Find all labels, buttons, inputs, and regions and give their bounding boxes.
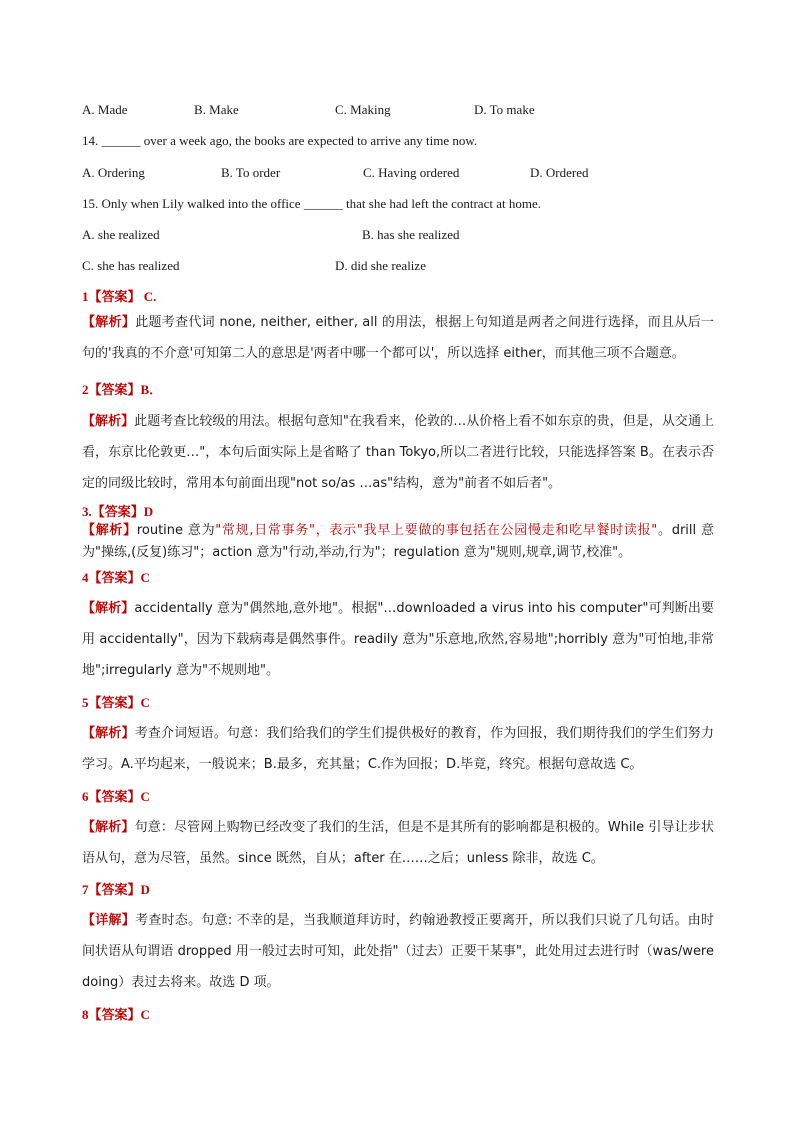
answer-6-head: 6【答案】C — [82, 789, 150, 804]
q13-option-b: B. Make — [194, 102, 239, 117]
answer-4-explanation — [82, 593, 714, 686]
answer-5-head: 5【答案】C — [82, 695, 150, 710]
q13-option-a: A. Made — [82, 102, 128, 117]
answer-7-explanation — [82, 905, 714, 998]
q14-option-c: C. Having ordered — [363, 165, 460, 180]
answer-5-text: 考查介词短语。句意：我们给我们的学生们提供极好的教育，作为回报，我们期待我们的学生们努力学习。A.平均起来，一般说来；B.最多，充其量；C.作为回报；D.毕竟，终究。根据句意故选 C。 — [82, 726, 714, 772]
answer-6-text: 句意：尽管网上购物已经改变了我们的生活，但是不是其所有的影响都是积极的。While 引导让步状语从句，意为尽管，虽然。since 既然，自从；after 在……之后；unless 除非，故选 C。 — [82, 820, 714, 866]
answer-4-head: 4【答案】C — [82, 570, 150, 585]
answer-7-label: 【详解】 — [82, 913, 136, 928]
answer-1-head: 1【答案】 C. — [82, 289, 157, 304]
answer-1-label: 【解析】 — [82, 315, 136, 330]
answer-2-head: 2【答案】B． — [82, 382, 163, 397]
answer-1-text: 此题考查代词 none, neither, either, all 的用法，根据上句知道是两者之间进行选择，而且从后一句的'我真的不介意'可知第二人的意思是'两者中哪一个都可以'，所以选择 either，而其他三项不合题意。 — [82, 315, 714, 361]
q15-option-c: C. she has realized — [82, 258, 180, 273]
q14-stem: 14. ______ over a week ago, the books are expected to arrive any time now. — [82, 133, 478, 148]
q14-option-b: B. To order — [221, 165, 281, 180]
answer-5-label: 【解析】 — [82, 726, 135, 741]
answer-6-label: 【解析】 — [82, 820, 135, 835]
answer-3-text-a: routine 意为 — [136, 523, 216, 538]
answer-7-text: 考查时态。句意: 不幸的是，当我顺道拜访时，约翰逊教授正要离开，所以我们只说了几句话。由时间状语从句谓语 dropped 用一般过去时可知，此处指"（过去）正要干某事"，此处用过去进行时（was/were doing）表过去将来。故选 D 项。 — [82, 913, 714, 990]
answer-2-explanation — [82, 406, 714, 499]
q15-option-d: D. did she realize — [335, 258, 426, 273]
q14-option-d: D. Ordered — [530, 165, 589, 180]
answer-7-head: 7【答案】D — [82, 882, 150, 897]
answer-2-label: 【解析】 — [82, 414, 135, 429]
answer-3-explanation — [82, 520, 714, 564]
q15-option-a: A. she realized — [82, 227, 160, 242]
answer-3-head: 3.【答案】D — [82, 504, 154, 519]
q15-option-b: B. has she realized — [362, 227, 460, 242]
answer-1-explanation — [82, 307, 714, 369]
answer-3-text-b: 。drill 意为"操练,(反复)练习"；action 意为"行动,举动,行为"；regulation 意为"规则,规章,调节,校准"。 — [82, 523, 714, 560]
answer-2-text: 此题考查比较级的用法。根据句意知"在我看来，伦敦的…从价格上看不如东京的贵，但是，从交通上看，东京比伦敦更…"，本句后面实际上是省略了 than Tokyo,所以二者进行比较，只能选择答案 B。在表示否定的同级比较时，常用本句前面出现"not so/as …as"结构，意为"前者不如后者"。 — [82, 414, 714, 491]
answer-8-head: 8【答案】C — [82, 1007, 150, 1022]
answer-5-explanation — [82, 718, 714, 780]
answer-3-label: 【解析】 — [82, 523, 137, 538]
answer-4-text: accidentally 意为"偶然地,意外地"。根据"…downloaded a virus into his computer"可判断出要用 accidentally"，因为下载病毒是偶然事件。readily 意为"乐意地,欣然,容易地";horribly 意为"可怕地,非常地";irregularly 意为"不规则地"。 — [82, 601, 714, 678]
answer-3-text-red: "常规,日常事务"，表示"我早上要做的事包括在公园慢走和吃早餐时读报" — [215, 523, 658, 538]
q13-option-d: D. To make — [474, 102, 535, 117]
q15-stem: 15. Only when Lily walked into the office ______ that she had left the contract at home. — [82, 196, 541, 211]
q14-option-a: A. Ordering — [82, 165, 145, 180]
answer-4-label: 【解析】 — [82, 601, 135, 616]
answer-6-explanation — [82, 812, 714, 874]
q13-option-c: C. Making — [335, 102, 391, 117]
